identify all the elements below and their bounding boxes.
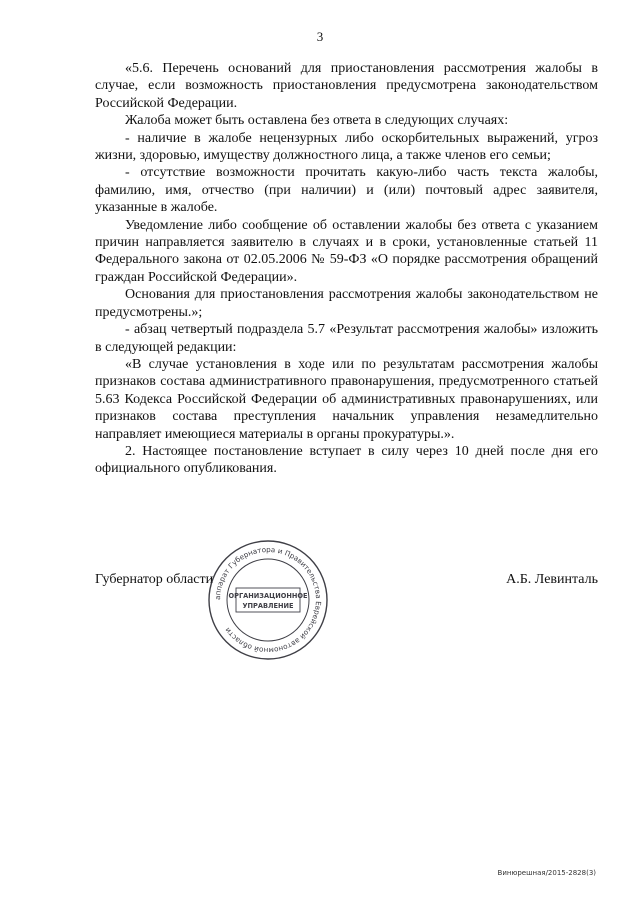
paragraph-no-suspension-grounds: Основания для приостановления рассмотрения жалобы законодательством не предусмотрены.»; — [95, 287, 598, 320]
seal-center-line1: ОРГАНИЗАЦИОННОЕ — [228, 592, 308, 600]
document-body — [95, 60, 598, 478]
paragraph-unreadable-text: - отсутствие возможности прочитать какую-либо часть текста жалобы, фамилию, имя, отчество (при наличии) и (или) почтовый адрес заявителя, указанные в жалобе. — [95, 165, 598, 216]
paragraph-effective-date: 2. Настоящее постановление вступает в силу через 10 дней после дня его официального опубликования. — [95, 443, 598, 477]
paragraph-no-answer-intro: Жалоба может быть оставлена без ответа в следующих случаях: — [125, 113, 509, 129]
document-code: Винюрешная/2015-2828(3) — [497, 869, 596, 877]
paragraph-notification: Уведомление либо сообщение об оставлении жалобы без ответа с указанием причин направляется заявителю в случаях и в сроки, установленные статьей 11 Федерального закона от 02.05.2006 № 59-ФЗ «О порядке рассмотрения обращений граждан Российской Федерации». — [95, 217, 598, 285]
page-number: 3 — [316, 29, 324, 44]
official-seal — [206, 538, 330, 662]
paragraph-5-6-heading: «5.6. Перечень оснований для приостановления рассмотрения жалобы в случае, если возможность приостановления предусмотрена законодательством Российской Федерации. — [95, 61, 598, 111]
signatory-name: А.Б. Левинталь — [506, 572, 598, 587]
signatory-title: Губернатор области — [95, 572, 214, 587]
seal-ring-text: аппарат Губернатора и Правительства Еврейской автономной области — [212, 544, 324, 656]
paragraph-amend-5-7: - абзац четвертый подраздела 5.7 «Результат рассмотрения жалобы» изложить в следующей редакции: — [95, 322, 598, 355]
paragraph-prosecution: «В случае установления в ходе или по результатам рассмотрения жалобы признаков состава административного правонарушения, предусмотренного статьей 5.63 Кодекса Российской Федерации об административных правонарушениях, или признаков состава преступления начальник управления незамедлительно направляет имеющиеся материалы в органы прокуратуры.». — [95, 356, 598, 442]
paragraph-obscene-language: - наличие в жалобе нецензурных либо оскорбительных выражений, угроз жизни, здоровью, имуществу должностного лица, а также членов его семьи; — [95, 130, 598, 164]
seal-center-line2: УПРАВЛЕНИЕ — [242, 602, 294, 610]
